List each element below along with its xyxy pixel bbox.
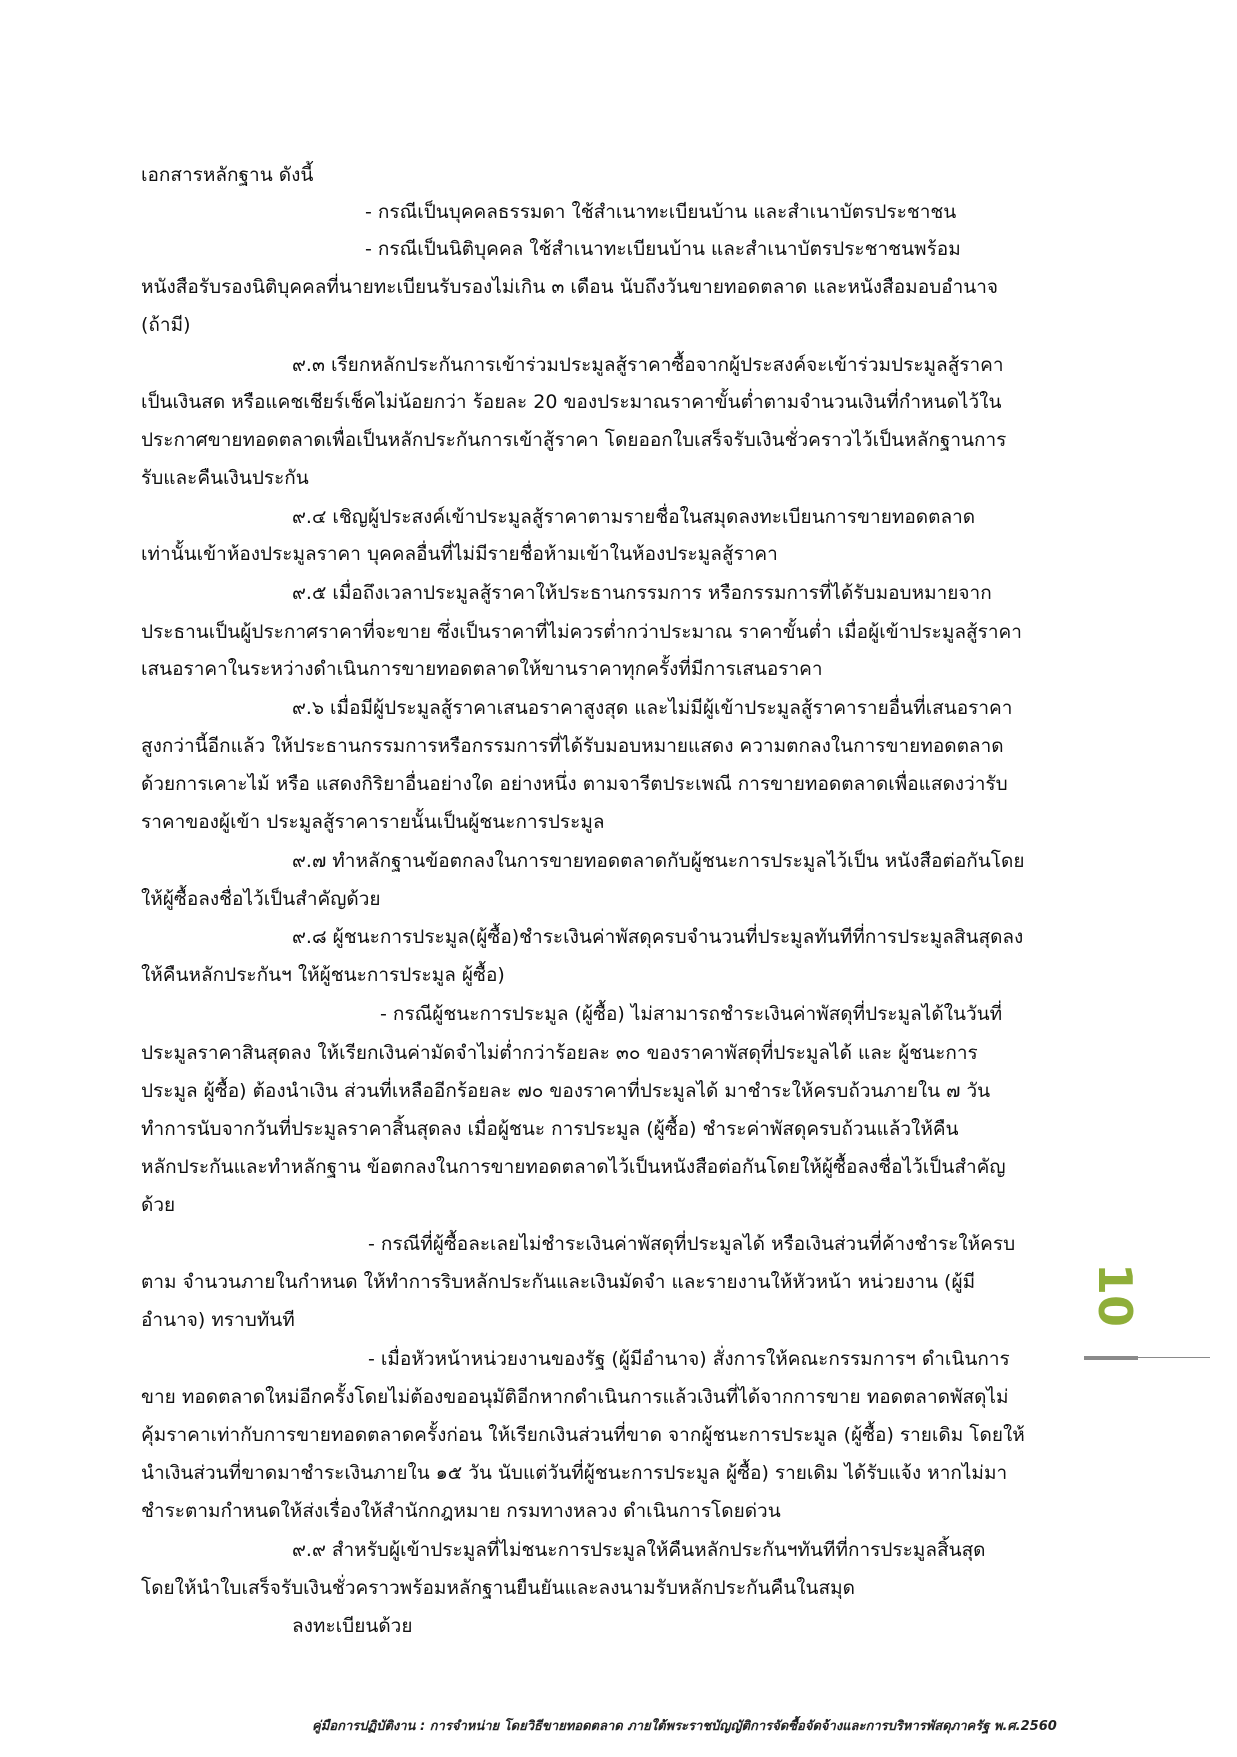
text-line: ๙.๗ ทำหลักฐานข้อตกลงในการขายทอดตลาดกับผู้ชนะการประมูลไว้เป็น หนังสือต่อกันโดย (292, 850, 1025, 872)
text-line: เป็นเงินสด หรือแคชเชียร์เช็คไม่น้อยกว่า ร้อยละ 20 ของประมาณราคาขั้นต่ำตามจำนวนเงินที่กำหนดไว้ใน (141, 391, 1002, 413)
text-line: เสนอราคาในระหว่างดำเนินการขายทอดตลาดให้ขานราคาทุกครั้งที่มีการเสนอราคา (141, 658, 823, 680)
text-line: อำนาจ) ทราบทันที (141, 1309, 295, 1331)
page-number (1088, 1258, 1143, 1328)
text-line: ให้ผู้ซื้อลงชื่อไว้เป็นสำคัญด้วย (141, 888, 381, 910)
text-line: นำเงินส่วนที่ขาดมาชำระเงินภายใน ๑๕ วัน นับแต่วันที่ผู้ชนะการประมูล ผู้ซื้อ) รายเดิม ได้รับแจ้ง หากไม่มา (141, 1462, 1008, 1484)
text-line: ด้วยการเคาะไม้ หรือ แสดงกิริยาอื่นอย่างใด อย่างหนึ่ง ตามจารีตประเพณี การขายทอดตลาดเพื่อแสดงว่ารับ (141, 773, 1008, 795)
text-line: คุ้มราคาเท่ากับการขายทอดตลาดครั้งก่อน ให้เรียกเงินส่วนที่ขาด จากผู้ชนะการประมูล (ผู้ซื้อ) รายเดิม โดยให้ (141, 1424, 1025, 1446)
text-line: ขาย ทอดตลาดใหม่อีกครั้งโดยไม่ต้องขออนุมัติอีกหากดำเนินการแล้วเงินที่ได้จากการขาย ทอดตลาดพัสดุไม่ (141, 1386, 1009, 1408)
text-line: ทำการนับจากวันที่ประมูลราคาสิ้นสุดลง เมื่อผู้ชนะ การประมูล (ผู้ซื้อ) ชำระค่าพัสดุครบถ้วนแล้วให้คืน (141, 1118, 959, 1140)
text-line: หนังสือรับรองนิติบุคคลที่นายทะเบียนรับรองไม่เกิน ๓ เดือน นับถึงวันขายทอดตลาด และหนังสือมอบอำนาจ (141, 276, 999, 298)
page-number-bar (1084, 1356, 1138, 1360)
text-line: ด้วย (141, 1194, 176, 1216)
text-line: - กรณีผู้ชนะการประมูล (ผู้ซื้อ) ไม่สามารถชำระเงินค่าพัสดุที่ประมูลได้ในวันที่ (380, 1003, 1003, 1025)
text-line: - เมื่อหัวหน้าหน่วยงานของรัฐ (ผู้มีอำนาจ) สั่งการให้คณะกรรมการฯ ดำเนินการ (368, 1348, 1010, 1370)
page-number-rule (1138, 1357, 1210, 1358)
text-line: ราคาของผู้เข้า ประมูลสู้ราคารายนั้นเป็นผู้ชนะการประมูล (141, 811, 605, 833)
text-line: ชำระตามกำหนดให้ส่งเรื่องให้สำนักกฎหมาย กรมทางหลวง ดำเนินการโดยด่วน (141, 1500, 781, 1522)
page-footer: คู่มือการปฏิบัติงาน : การจำหน่าย โดยวิธีขายทอดตลาด ภายใต้พระราชบัญญัติการจัดซื้อจัดจ้างและการบริหารพัสดุภาครัฐ พ.ศ.2560 (312, 1719, 1057, 1734)
text-line: - กรณีเป็นนิติบุคคล ใช้สำเนาทะเบียนบ้าน และสำเนาบัตรประชาชนพร้อม (365, 238, 961, 260)
text-line: ตาม จำนวนภายในกำหนด ให้ทำการริบหลักประกันและเงินมัดจำ และรายงานให้หัวหน้า หน่วยงาน (ผู้มี (141, 1271, 976, 1293)
text-line: สูงกว่านี้อีกแล้ว ให้ประธานกรรมการหรือกรรมการที่ได้รับมอบหมายแสดง ความตกลงในการขายทอดตลาด (141, 735, 1004, 757)
text-line: รับและคืนเงินประกัน (141, 467, 309, 489)
text-line: (ถ้ามี) (141, 314, 191, 336)
text-line: ๙.๔ เชิญผู้ประสงค์เข้าประมูลสู้ราคาตามรายชื่อในสมุดลงทะเบียนการขายทอดตลาด (292, 506, 976, 528)
text-line: - กรณีที่ผู้ซื้อละเลยไม่ชำระเงินค่าพัสดุที่ประมูลได้ หรือเงินส่วนที่ค้างชำระให้ครบ (368, 1233, 1016, 1255)
text-line: ๙.๘ ผู้ชนะการประมูล(ผู้ซื้อ)ชำระเงินค่าพัสดุครบจำนวนที่ประมูลทันทีที่การประมูลสินสุดลง (292, 926, 1024, 948)
text-line: ประกาศขายทอดตลาดเพื่อเป็นหลักประกันการเข้าสู้ราคา โดยออกใบเสร็จรับเงินชั่วคราวไว้เป็นหลักฐานการ (141, 429, 1007, 451)
text-line: ให้คืนหลักประกันฯ ให้ผู้ชนะการประมูล ผู้ซื้อ) (141, 964, 505, 986)
text-line: ประมูลราคาสินสุดลง ให้เรียกเงินค่ามัดจำไม่ต่ำกว่าร้อยละ ๓๐ ของราคาพัสดุที่ประมูลได้ และ ผู้ชนะการ (141, 1042, 978, 1064)
text-line: - กรณีเป็นบุคคลธรรมดา ใช้สำเนาทะเบียนบ้าน และสำเนาบัตรประชาชน (365, 201, 957, 223)
text-line: ประธานเป็นผู้ประกาศราคาที่จะขาย ซึ่งเป็นราคาที่ไม่ควรต่ำกว่าประมาณ ราคาขั้นต่ำ เมื่อผู้เข้าประมูลสู้ราคา (141, 621, 1022, 643)
page-number-label: 10 (1088, 1262, 1143, 1328)
text-line: ๙.๖ เมื่อมีผู้ประมูลสู้ราคาเสนอราคาสูงสุด และไม่มีผู้เข้าประมูลสู้ราคารายอื่นที่เสนอราคา (292, 697, 1013, 719)
text-line: เอกสารหลักฐาน ดังนี้ (141, 164, 314, 186)
text-line: หลักประกันและทำหลักฐาน ข้อตกลงในการขายทอดตลาดไว้เป็นหนังสือต่อกันโดยให้ผู้ซื้อลงชื่อไว้เป็นสำคัญ (141, 1156, 1006, 1178)
text-line: เท่านั้นเข้าห้องประมูลราคา บุคคลอื่นที่ไม่มีรายชื่อห้ามเข้าในห้องประมูลสู้ราคา (141, 543, 778, 565)
text-line: โดยให้นำใบเสร็จรับเงินชั่วคราวพร้อมหลักฐานยืนยันและลงนามรับหลักประกันคืนในสมุด (141, 1577, 855, 1599)
text-line: ๙.๙ สำหรับผู้เข้าประมูลที่ไม่ชนะการประมูลให้คืนหลักประกันฯทันทีที่การประมูลสิ้นสุด (292, 1539, 986, 1561)
text-line: ๙.๓ เรียกหลักประกันการเข้าร่วมประมูลสู้ราคาซื้อจากผู้ประสงค์จะเข้าร่วมประมูลสู้ราคา (292, 354, 1004, 376)
text-line: ๙.๕ เมื่อถึงเวลาประมูลสู้ราคาให้ประธานกรรมการ หรือกรรมการที่ได้รับมอบหมายจาก (292, 582, 992, 604)
text-line: ลงทะเบียนด้วย (292, 1615, 413, 1637)
text-line: ประมูล ผู้ซื้อ) ต้องนำเงิน ส่วนที่เหลืออีกร้อยละ ๗๐ ของราคาที่ประมูลได้ มาชำระให้ครบถ้วนภายใน ๗ วัน (141, 1080, 991, 1102)
